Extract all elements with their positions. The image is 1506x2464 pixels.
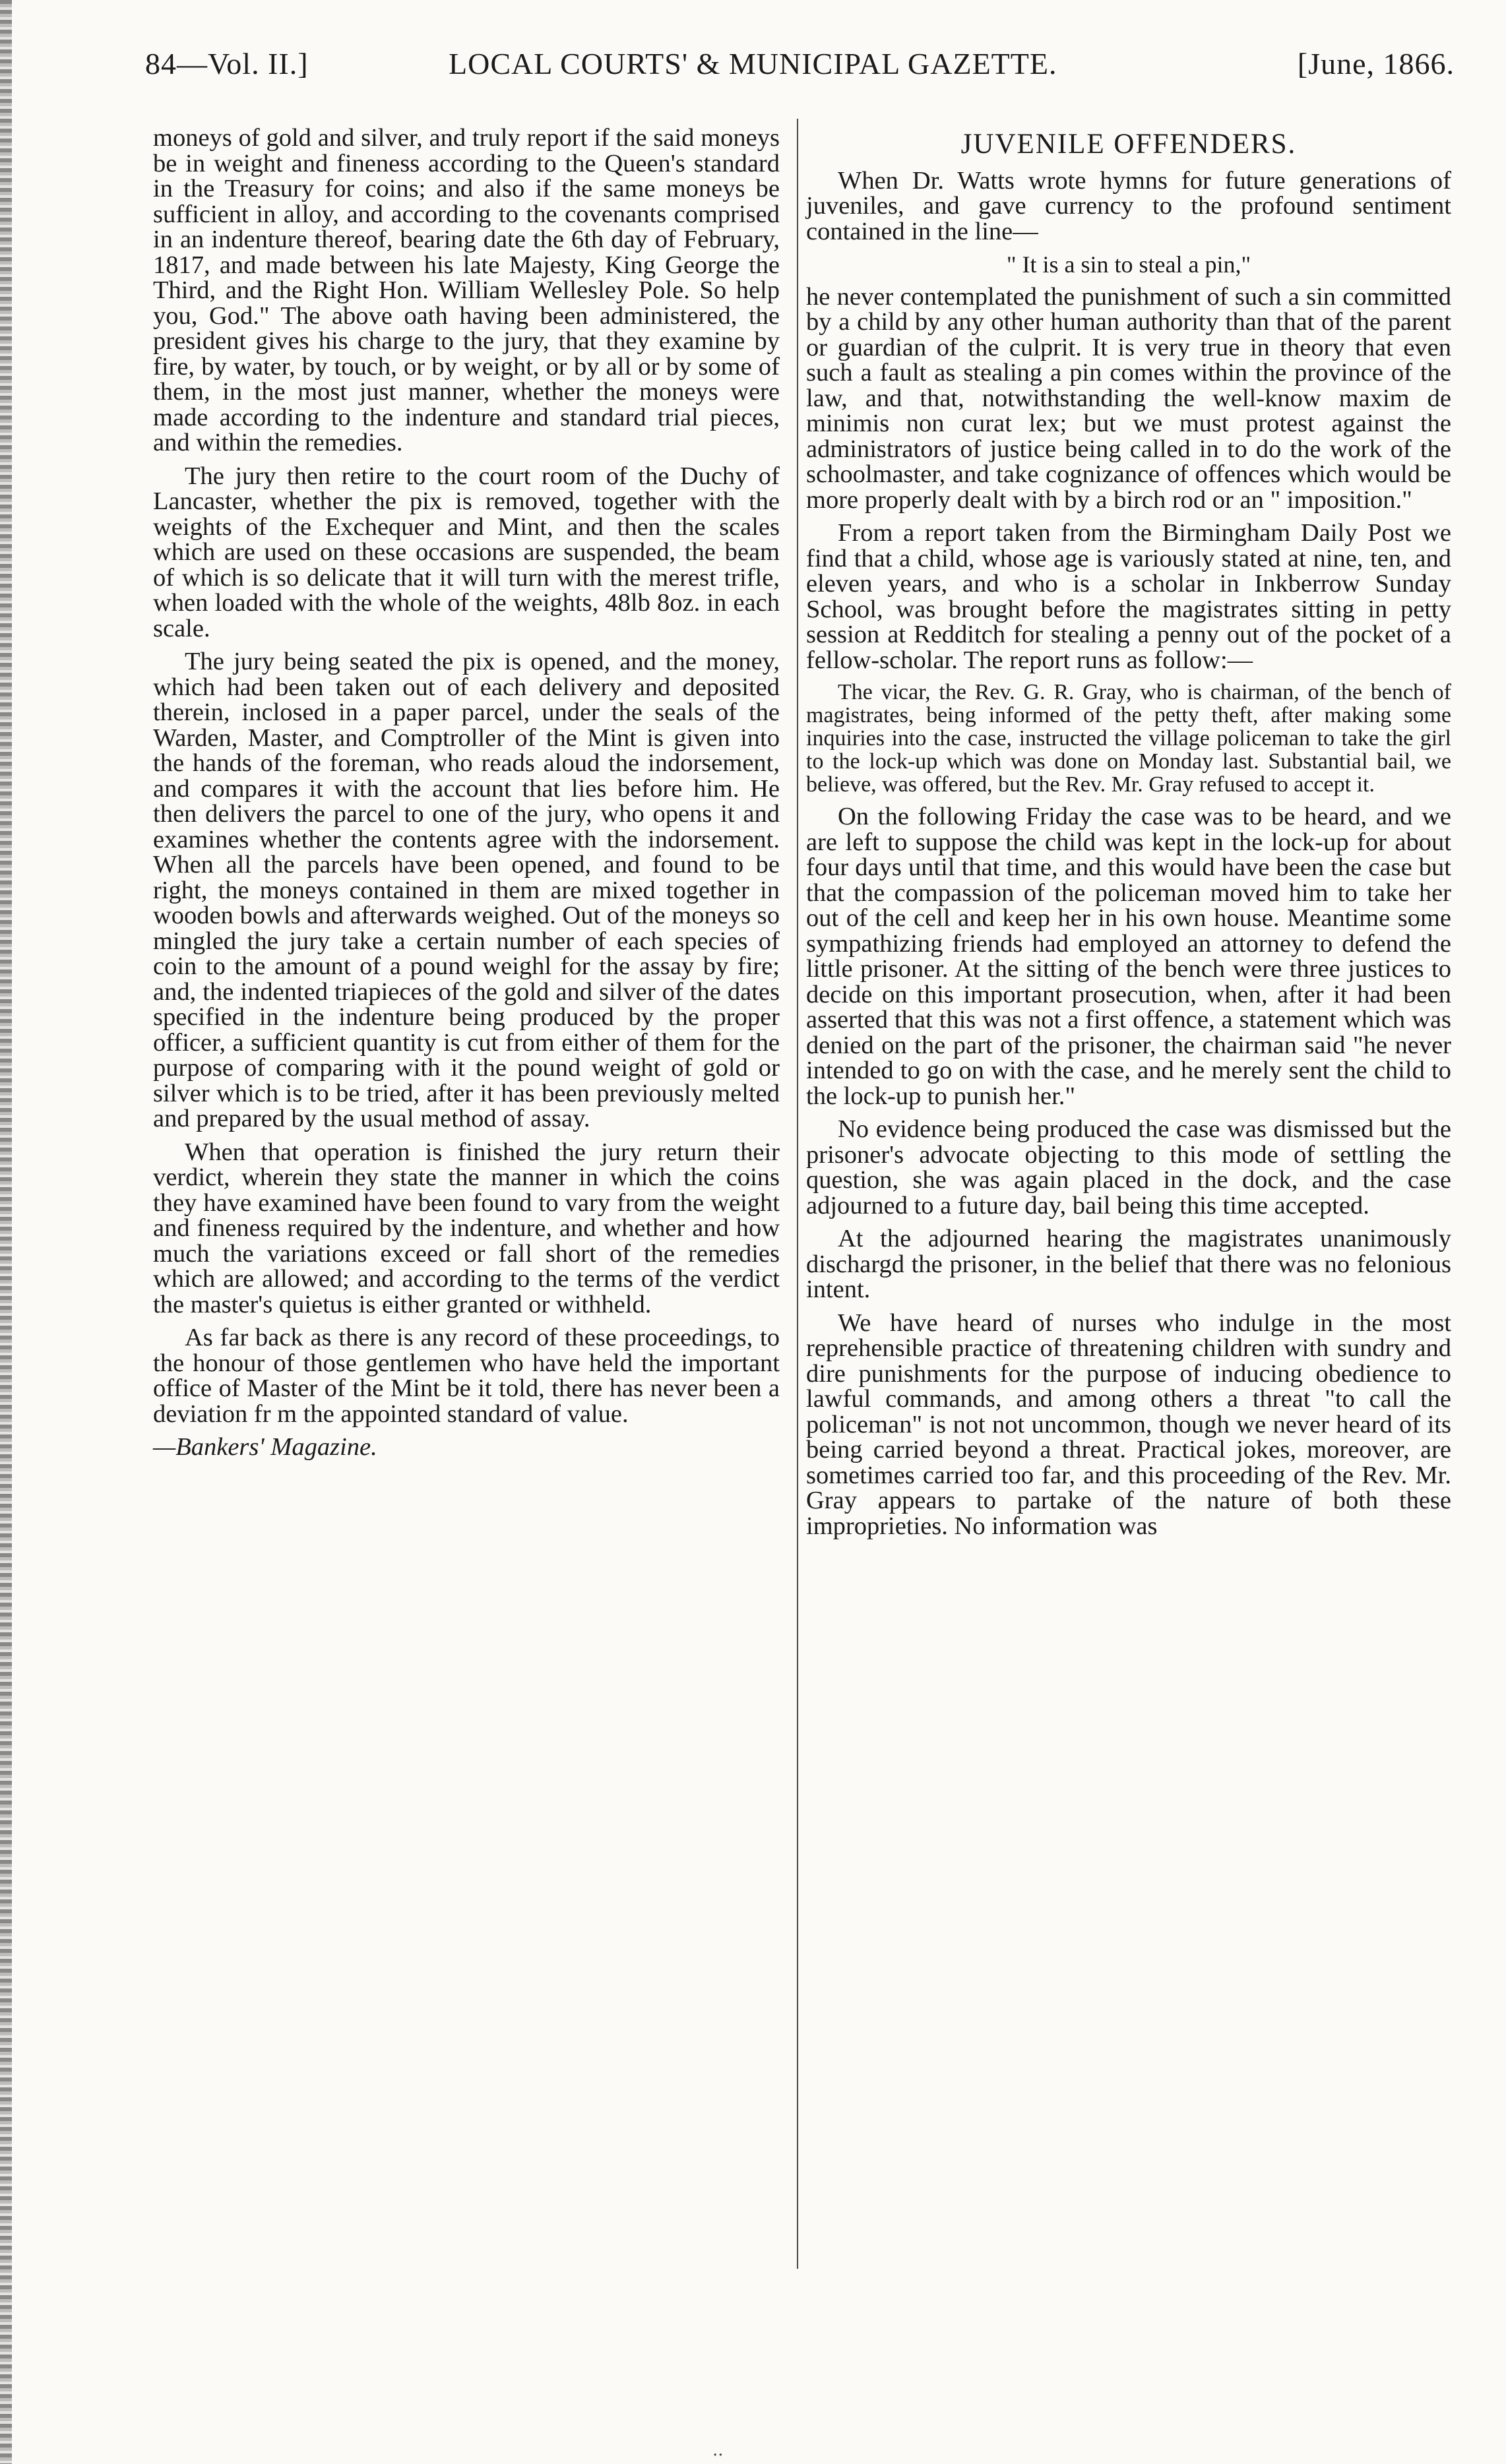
paragraph: When that operation is finished the jury return their verdict, wherein they state the manner in which the coins they have examined have been found to vary from the weight and fineness required by the indenture, and whether and how much the variations exceed or fall short of the remedies which are allowed; and according to the terms of the verdict the master's quietus is either granted or withheld. bbox=[153, 1138, 780, 1318]
column-divider bbox=[797, 119, 798, 2269]
paragraph: At the adjourned hearing the magistrates unanimously dischargd the prisoner, in the belief that there was no felonious intent. bbox=[806, 1225, 1451, 1303]
paragraph: On the following Friday the case was to be heard, and we are left to suppose the child was kept in the lock-up for about four days until that time, and this would have been the case but that the compassion of the policeman moved him to take her out of the cell and keep her in his own house. Meantime some sympathizing friends had employed an attorney to defend the little prisoner. At the sitting of the bench were three justices to decide on this important prosecution, when, after it had been asserted that this was not a first offence, a statement which was denied on the part of the prisoner, the chairman said "he never intended to go on with the case, and he merely sent the child to the lock-up to punish her." bbox=[806, 803, 1451, 1110]
right-column bbox=[806, 125, 1451, 1547]
paragraph: From a report taken from the Birmingham Daily Post we find that a child, whose age is variously stated at nine, ten, and eleven years, and who is a scholar in Inkberrow Sunday School, was brought before the magistrates sitting in petty session at Redditch for stealing a penny out of the pocket of a fellow-scholar. The report runs as follow:— bbox=[806, 519, 1451, 674]
page-header bbox=[145, 46, 1455, 99]
quote-line: " It is a sin to steal a pin," bbox=[1006, 251, 1251, 278]
issue-date: [June, 1866. bbox=[1297, 47, 1455, 80]
paragraph: he never contemplated the punishment of such a sin committed by a child by any other human authority than that of the parent or guardian of the culprit. It is very true in theory that even such a fault as stealing a pin comes within the province of the law, and that, notwithstanding the well-know maxim de minimis non curat lex; but we must protest against the administrators of justice being called in to do the work of the schoolmaster, and take cognizance of offences which would be more properly dealt with by a birch rod or an " imposition." bbox=[806, 282, 1451, 514]
paragraph: No evidence being produced the case was dismissed but the prisoner's advocate objecting to this mode of settling the question, she was again placed in the dock, and the case adjourned to a future day, bail being this time accepted. bbox=[806, 1115, 1451, 1219]
paragraph: The jury then retire to the court room of the Duchy of Lancaster, whether the pix is removed, together with the weights of the Exchequer and Mint, and then the scales which are used on these occasions are suspended, the beam of which is so delicate that it will turn with the merest trifle, when loaded with the whole of the weights, 48lb 8oz. in each scale. bbox=[153, 462, 780, 642]
quoted-report: The vicar, the Rev. G. R. Gray, who is chairman, of the bench of magistrates, being informed of the petty theft, after making some inquiries into the case, instructed the village policeman to take the girl to the lock-up which was done on Monday last. Substantial bail, we believe, was offered, but the Rev. Mr. Gray refused to accept it. bbox=[806, 680, 1451, 797]
publication-title: LOCAL COURTS' & MUNICIPAL GAZETTE. bbox=[449, 47, 1057, 80]
paragraph: We have heard of nurses who indulge in the most reprehensible practice of threatening children with sundry and dire punishments for the purpose of inducing obedience to lawful commands, and among others a threat "to call the policeman" is not not uncommon, though we never heard of its being carried beyond a threat. Practical jokes, moreover, are sometimes carried too far, and this proceeding of the Rev. Mr. Gray appears to partake of the nature of both these improprieties. No information was bbox=[806, 1309, 1451, 1540]
paragraph: As far back as there is any record of these proceedings, to the honour of those gentlemen who have held the important office of Master of the Mint be it told, there has never been a deviation fr m the appointed standard of value. bbox=[153, 1324, 780, 1428]
left-column bbox=[153, 125, 780, 1468]
paragraph: moneys of gold and silver, and truly report if the said moneys be in weight and fineness according to the Queen's standard in the Treasury for coins; and also if the same moneys be sufficient in alloy, and according to the covenants comprised in an indenture thereof, bearing date the 6th day of February, 1817, and made between his late Majesty, King George the Third, and the Right Hon. William Wellesley Pole. So help you, God." The above oath having been administered, the president gives his charge to the jury, that they examine by fire, by water, by touch, or by weight, or by all or by some of them, in the most just manner, whether the moneys were made according to the indenture and standard trial pieces, and within the remedies. bbox=[153, 124, 780, 456]
page-footer-mark: .. bbox=[712, 2440, 724, 2460]
paragraph: The jury being seated the pix is opened, and the money, which had been taken out of each delivery and deposited therein, inclosed in a paper parcel, under the seals of the Warden, Master, and Comptroller of the Mint is given into the hands of the foreman, who reads aloud the indorsement, and compares it with the account that lies before him. He then delivers the parcel to one of the jury, who opens it and examines whether the contents agree with the indorsement. When all the parcels have been opened, and found to be right, the moneys contained in them are mixed together in wooden bowls and afterwards weighed. Out of the moneys so mingled the jury take a certain number of each species of coin to the amount of a pound weighl for the assay by fire; and, the indented triapieces of the gold and silver of the dates specified in the indenture being produced by the proper officer, a sufficient quantity is cut from either of them for the purpose of comparing with it the pound weight of gold or silver which is to be tried, after it has been previously melted and prepared by the usual method of assay. bbox=[153, 648, 780, 1132]
section-title: JUVENILE OFFENDERS. bbox=[960, 129, 1297, 160]
page-volume: 84—Vol. II.] bbox=[145, 47, 309, 80]
attribution: —Bankers' Magazine. bbox=[153, 1433, 377, 1461]
scan-edge bbox=[0, 0, 12, 2464]
paragraph: When Dr. Watts wrote hymns for future generations of juveniles, and gave currency to the profound sentiment contained in the line— bbox=[806, 166, 1451, 245]
